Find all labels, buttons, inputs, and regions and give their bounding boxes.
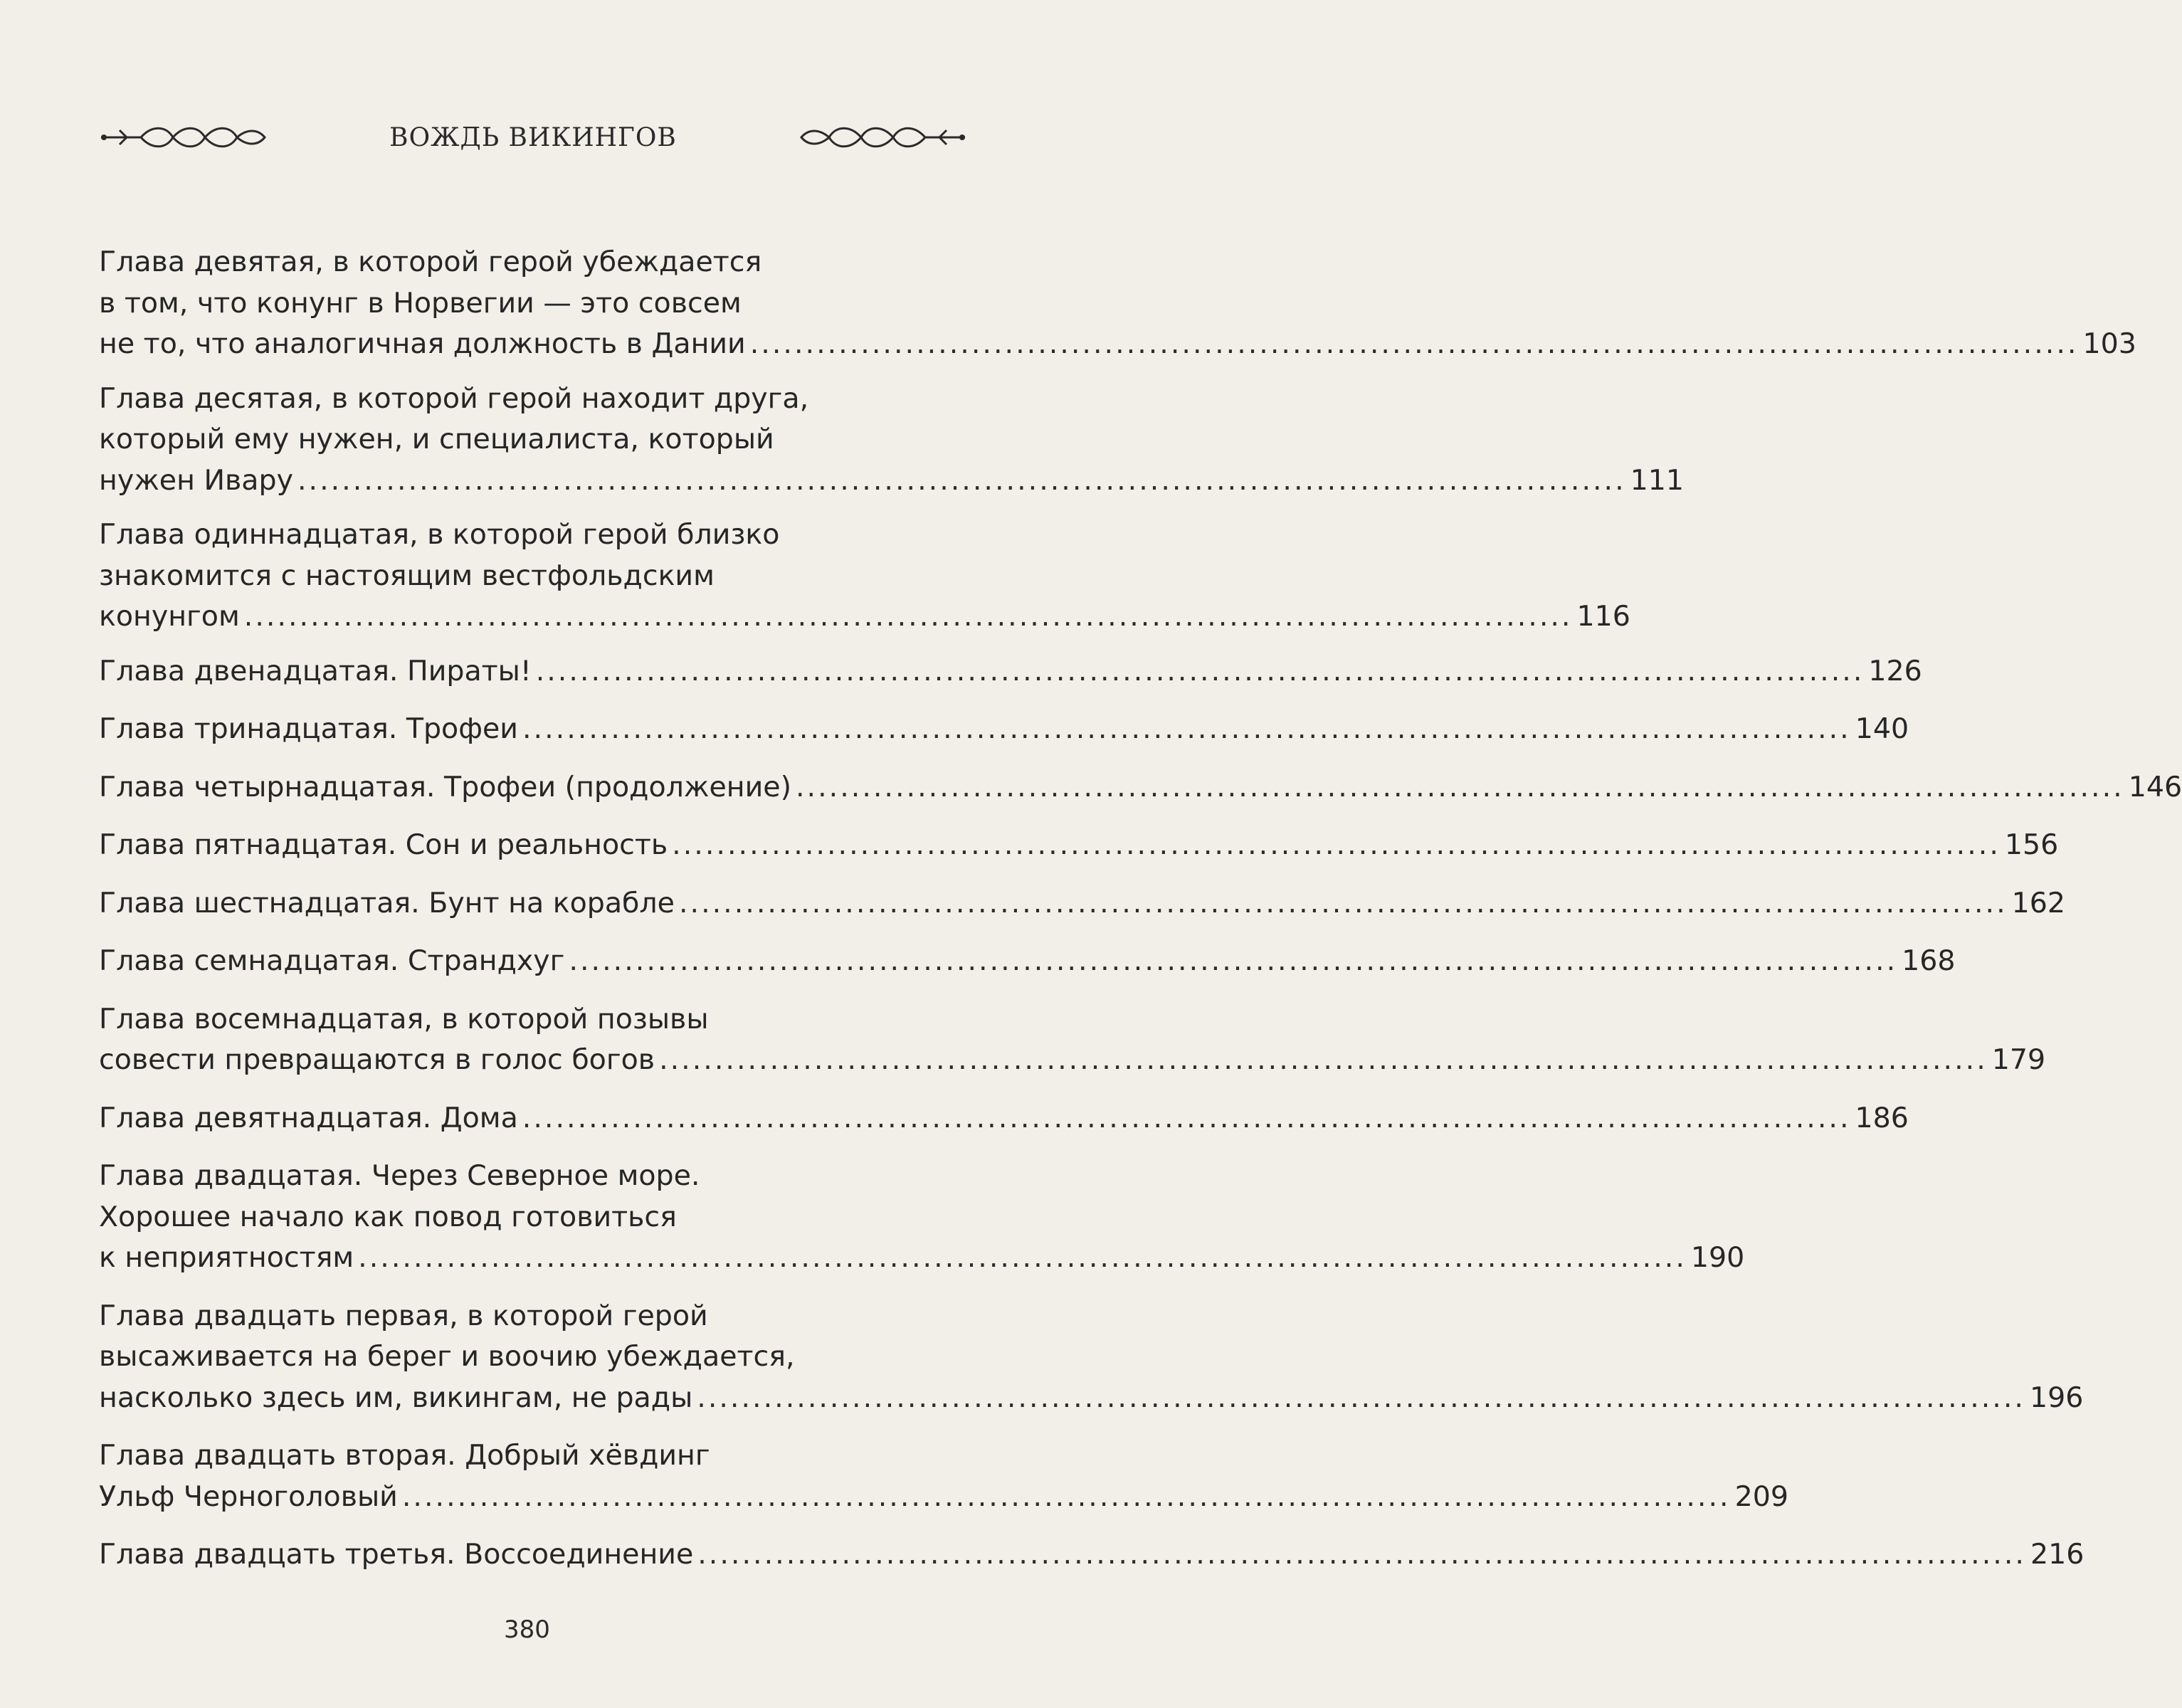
toc-entry	[99, 242, 2136, 365]
toc-entry-last-line	[99, 596, 1630, 638]
toc-entry-last-line	[99, 941, 1956, 982]
toc-page-number: 209	[1734, 1480, 1788, 1513]
toc-page-number: 190	[1690, 1241, 1745, 1274]
toc-page-number: 126	[1868, 654, 1922, 687]
toc-entry-last-line	[99, 1477, 1788, 1518]
toc-entry-line: нужен Ивару	[99, 463, 293, 497]
toc-entry	[99, 825, 2059, 866]
toc-entry-line: Глава шестнадцатая. Бунт на корабле	[99, 886, 675, 919]
toc-entry	[99, 1098, 1909, 1139]
toc-page-number: 162	[2011, 886, 2066, 919]
toc-entry-last-line	[99, 1238, 1745, 1279]
toc-page-number: 140	[1855, 712, 1909, 745]
toc-entry-line: высаживается на берег и воочию убеждается,	[99, 1340, 795, 1373]
toc-entry	[99, 883, 2066, 924]
toc-entry-line: Глава двенадцатая. Пираты!	[99, 654, 532, 687]
dot-leader: ........................................................................................................................	[697, 1381, 2025, 1414]
table-of-contents	[99, 225, 2182, 1576]
toc-entry-last-line	[99, 1098, 1909, 1139]
toc-entry-line: Глава двадцать третья. Воссоединение	[99, 1538, 694, 1571]
toc-entry	[99, 379, 1685, 502]
dot-leader: ........................................................................................................................	[678, 886, 2008, 919]
toc-entry-line: к неприятностям	[99, 1241, 354, 1274]
toc-entry	[99, 1435, 1788, 1517]
toc-page-number: 116	[1576, 600, 1630, 633]
toc-entry-line: Глава девятнадцатая. Дома	[99, 1101, 518, 1134]
dot-leader: ........................................................................................................................	[535, 654, 1865, 687]
dot-leader: ........................................................................................................................	[569, 944, 1898, 977]
dot-leader: ........................................................................................................................	[358, 1241, 1687, 1274]
running-header	[98, 112, 968, 162]
toc-entry-line: Глава семнадцатая. Страндхуг	[99, 944, 565, 977]
page-number: 380	[504, 1615, 550, 1644]
toc-entry-last-line	[99, 883, 2066, 924]
toc-entry-line: Хорошее начало как повод готовиться	[99, 1200, 677, 1233]
toc-entry	[99, 1296, 2084, 1419]
toc-page-number: 168	[1902, 944, 1956, 977]
toc-entry-last-line	[99, 460, 1685, 502]
toc-entry	[99, 1156, 1745, 1279]
toc-page-number: 156	[2004, 828, 2059, 861]
toc-page-number: 186	[1855, 1101, 1909, 1134]
toc-entry-line: конунгом	[99, 600, 240, 633]
toc-entry-line: Глава двадцатая. Через Северное море.	[99, 1159, 700, 1192]
toc-entry-last-line	[99, 709, 1909, 750]
dot-leader: ........................................................................................................................	[401, 1480, 1731, 1513]
toc-entry-line: Глава девятая, в которой герой убеждается	[99, 246, 762, 278]
toc-page-number: 216	[2030, 1538, 2085, 1571]
dot-leader: ........................................................................................................................	[795, 770, 2124, 803]
dot-leader: ........................................................................................................................	[297, 463, 1626, 497]
toc-entry-line: Глава восемнадцатая, в которой позывы	[99, 1002, 709, 1035]
toc-entry-line: Глава тринадцатая. Трофеи	[99, 712, 518, 745]
toc-page-number: 146	[2128, 770, 2182, 803]
toc-entry-line: который ему нужен, и специалиста, который	[99, 423, 774, 455]
toc-entry-line: Глава одиннадцатая, в которой герой близко	[99, 518, 780, 551]
toc-entry-last-line	[99, 1534, 2085, 1576]
toc-entry	[99, 1534, 2085, 1576]
dot-leader: ........................................................................................................................	[243, 600, 1573, 633]
toc-entry	[99, 515, 1630, 638]
toc-entry	[99, 999, 2046, 1081]
toc-entry-line: совести превращаются в голос богов	[99, 1043, 655, 1076]
toc-entry-line: Глава двадцать вторая. Добрый хёвдинг	[99, 1439, 710, 1472]
toc-entry-last-line	[99, 1040, 2046, 1081]
toc-page-number: 111	[1630, 463, 1685, 497]
running-header-title: ВОЖДЬ ВИКИНГОВ	[389, 122, 677, 152]
toc-entry-line: Глава четырнадцатая. Трофеи (продолжение)	[99, 770, 791, 803]
toc-entry-last-line	[99, 324, 2136, 365]
toc-entry-line: Глава двадцать первая, в которой герой	[99, 1299, 708, 1332]
dot-leader: ........................................................................................................................	[749, 327, 2079, 360]
toc-entry-line: Глава пятнадцатая. Сон и реальность	[99, 828, 668, 861]
toc-page-number: 103	[2082, 327, 2136, 360]
toc-entry	[99, 941, 1956, 982]
dot-leader: ........................................................................................................................	[659, 1043, 1988, 1076]
dot-leader: ........................................................................................................................	[522, 1101, 1851, 1134]
toc-entry-line: знакомится с настоящим вестфольдским	[99, 559, 715, 592]
toc-entry-line: не то, что аналогичная должность в Дании	[99, 327, 746, 360]
toc-entry-line: насколько здесь им, викингам, не рады	[99, 1381, 693, 1414]
dot-leader: ........................................................................................................................	[522, 712, 1851, 745]
toc-page-number: 196	[2029, 1381, 2084, 1414]
toc-entry-line: в том, что конунг в Норвегии — это совсем	[99, 286, 742, 320]
toc-page-number: 179	[1991, 1043, 2046, 1076]
dot-leader: ........................................................................................................................	[697, 1538, 2026, 1571]
toc-entry	[99, 767, 2182, 808]
toc-entry-line: Глава десятая, в которой герой находит друга,	[99, 381, 809, 415]
dot-leader: ........................................................................................................................	[672, 828, 2001, 861]
toc-entry	[99, 651, 1922, 692]
toc-entry-line: Ульф Черноголовый	[99, 1480, 398, 1513]
toc-entry-last-line	[99, 825, 2059, 866]
toc-entry-last-line	[99, 1378, 2084, 1419]
toc-entry	[99, 709, 1909, 750]
toc-entry-last-line	[99, 767, 2182, 808]
ornament-icon	[799, 120, 968, 155]
toc-entry-last-line	[99, 651, 1922, 692]
ornament-icon	[98, 120, 268, 155]
